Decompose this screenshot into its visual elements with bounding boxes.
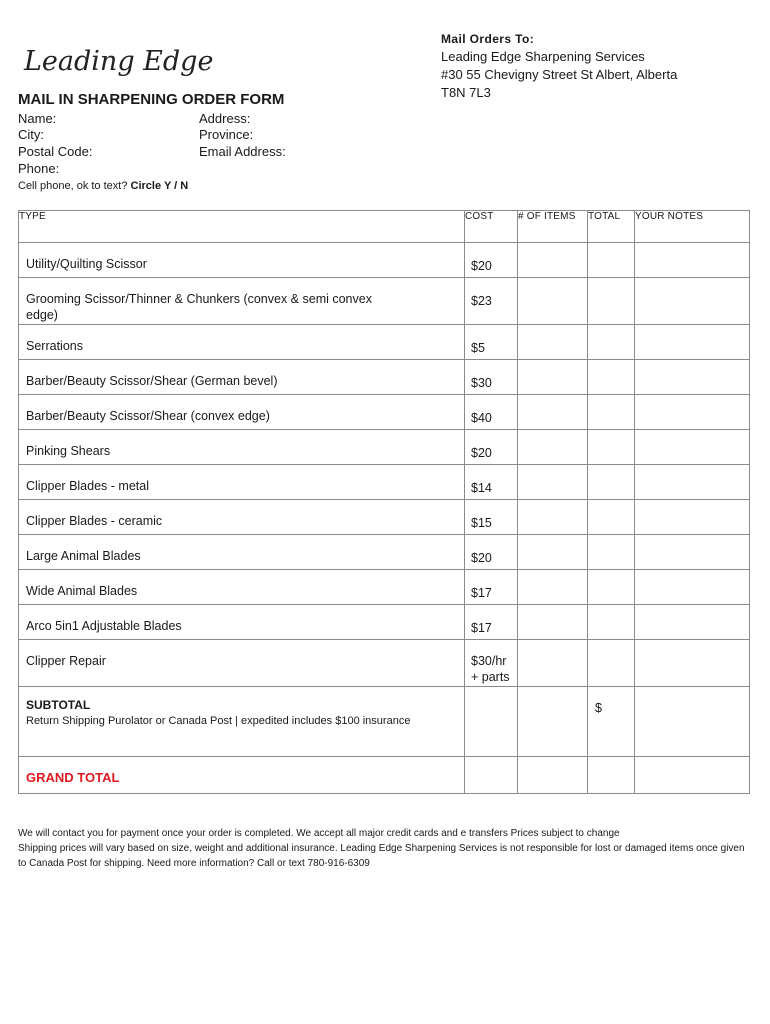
grand-total-label: GRAND TOTAL [26, 770, 120, 785]
item-notes-cell[interactable] [635, 605, 750, 640]
table-row [19, 325, 750, 360]
item-cost: $17 [471, 621, 492, 635]
grand-total-items-cell[interactable] [518, 757, 588, 794]
table-row [19, 360, 750, 395]
item-type: Utility/Quilting Scissor [26, 257, 147, 271]
logo-text: Leading Edge [24, 46, 214, 77]
grand-total-value-cell[interactable] [588, 757, 635, 794]
table-row [19, 570, 750, 605]
item-cost: $30 [471, 376, 492, 390]
footer-line2: Shipping prices will vary based on size, weight and additional insurance. Leading Edge Sharpening Services is not responsible for lost or damaged items once given [18, 843, 745, 854]
return-shipping-note: Return Shipping Purolator or Canada Post | expedited includes $100 insurance [26, 715, 411, 727]
subtotal-row [19, 687, 750, 757]
item-notes-cell[interactable] [635, 430, 750, 465]
subtotal-total[interactable]: $ [595, 701, 602, 715]
postal-code-label: Postal Code: [18, 144, 93, 159]
table-row [19, 278, 750, 325]
phone-label: Phone: [18, 161, 60, 176]
item-total-cell[interactable] [588, 243, 635, 278]
item-type: Wide Animal Blades [26, 584, 138, 598]
items-count-cell[interactable] [518, 360, 588, 395]
items-count-cell[interactable] [518, 243, 588, 278]
table-header-row [19, 211, 750, 243]
header-notes: YOUR NOTES [635, 211, 750, 243]
item-total-cell[interactable] [588, 500, 635, 535]
item-cost: $20 [471, 551, 492, 565]
item-type: Barber/Beauty Scissor/Shear (German bevel) [26, 374, 278, 388]
leading-edge-logo [22, 30, 214, 85]
subtotal-label: SUBTOTAL [26, 698, 91, 712]
footer-line1: We will contact you for payment once your order is completed. We accept all major credit cards and e transfers Prices subject to change [18, 828, 620, 839]
header-total: TOTAL [588, 211, 635, 243]
item-notes-cell[interactable] [635, 465, 750, 500]
cell-phone-question: Cell phone, ok to text? [18, 180, 128, 192]
item-notes-cell[interactable] [635, 500, 750, 535]
item-total-cell[interactable] [588, 430, 635, 465]
item-notes-cell[interactable] [635, 325, 750, 360]
items-count-cell[interactable] [518, 465, 588, 500]
item-total-cell[interactable] [588, 640, 635, 687]
email-address-label: Email Address: [199, 144, 286, 159]
item-cost: $20 [471, 446, 492, 460]
address-label: Address: [199, 111, 251, 126]
item-type: Clipper Repair [26, 654, 106, 668]
table-row [19, 500, 750, 535]
header-cost: COST [465, 211, 518, 243]
table-row [19, 243, 750, 278]
province-label: Province: [199, 127, 254, 142]
table-row [19, 465, 750, 500]
items-count-cell[interactable] [518, 640, 588, 687]
item-type: Grooming Scissor/Thinner & Chunkers (convex & semi convex edge) [26, 292, 372, 322]
items-count-cell[interactable] [518, 430, 588, 465]
table-row [19, 640, 750, 687]
form-title: MAIL IN SHARPENING ORDER FORM [18, 91, 285, 108]
item-cost: $30/hr + parts [471, 654, 510, 684]
grand-total-notes-cell[interactable] [635, 757, 750, 794]
item-type: Barber/Beauty Scissor/Shear (convex edge) [26, 409, 270, 423]
items-count-cell[interactable] [518, 535, 588, 570]
footer-line3: to Canada Post for shipping. Need more information? Call or text 780-916-6309 [18, 858, 370, 869]
item-cost: $15 [471, 516, 492, 530]
item-cost: $23 [471, 294, 492, 308]
item-cost: $20 [471, 259, 492, 273]
item-type: Serrations [26, 339, 83, 353]
grand-total-row [19, 757, 750, 794]
cell-phone-text-line [18, 180, 188, 192]
item-total-cell[interactable] [588, 278, 635, 325]
item-cost: $40 [471, 411, 492, 425]
item-total-cell[interactable] [588, 325, 635, 360]
subtotal-cost-cell [465, 687, 518, 757]
order-table [18, 210, 750, 794]
table-row [19, 605, 750, 640]
items-count-cell[interactable] [518, 605, 588, 640]
mail-orders-line3: T8N 7L3 [441, 85, 491, 100]
header-items: # OF ITEMS [518, 211, 588, 243]
item-total-cell[interactable] [588, 360, 635, 395]
item-type: Pinking Shears [26, 444, 111, 458]
name-label: Name: [18, 111, 57, 126]
items-count-cell[interactable] [518, 570, 588, 605]
items-count-cell[interactable] [518, 278, 588, 325]
circle-y-n: Circle Y / N [130, 180, 189, 192]
grand-total-cost-cell [465, 757, 518, 794]
item-notes-cell[interactable] [635, 570, 750, 605]
item-notes-cell[interactable] [635, 278, 750, 325]
item-type: Clipper Blades - ceramic [26, 514, 163, 528]
table-row [19, 430, 750, 465]
item-type: Arco 5in1 Adjustable Blades [26, 619, 182, 633]
footer-notes [18, 826, 752, 871]
item-total-cell[interactable] [588, 605, 635, 640]
mail-orders-line2: #30 55 Chevigny Street St Albert, Alberta [441, 67, 678, 82]
item-notes-cell[interactable] [635, 243, 750, 278]
item-type: Clipper Blades - metal [26, 479, 149, 493]
subtotal-notes-cell[interactable] [635, 687, 750, 757]
mail-orders-heading: Mail Orders To: [441, 32, 535, 46]
item-notes-cell[interactable] [635, 360, 750, 395]
item-cost: $5 [471, 341, 485, 355]
item-notes-cell[interactable] [635, 535, 750, 570]
city-label: City: [18, 127, 44, 142]
items-count-cell[interactable] [518, 395, 588, 430]
item-notes-cell[interactable] [635, 395, 750, 430]
table-row [19, 535, 750, 570]
item-cost: $14 [471, 481, 492, 495]
table-row [19, 395, 750, 430]
header-type: TYPE [19, 211, 465, 243]
item-total-cell[interactable] [588, 570, 635, 605]
items-count-cell[interactable] [518, 500, 588, 535]
mail-orders-line1: Leading Edge Sharpening Services [441, 49, 645, 64]
mail-orders-block [441, 30, 677, 102]
item-total-cell[interactable] [588, 465, 635, 500]
items-count-cell[interactable] [518, 325, 588, 360]
item-total-cell[interactable] [588, 535, 635, 570]
item-cost: $17 [471, 586, 492, 600]
subtotal-items-cell[interactable] [518, 687, 588, 757]
item-total-cell[interactable] [588, 395, 635, 430]
item-type: Large Animal Blades [26, 549, 141, 563]
item-notes-cell[interactable] [635, 640, 750, 687]
